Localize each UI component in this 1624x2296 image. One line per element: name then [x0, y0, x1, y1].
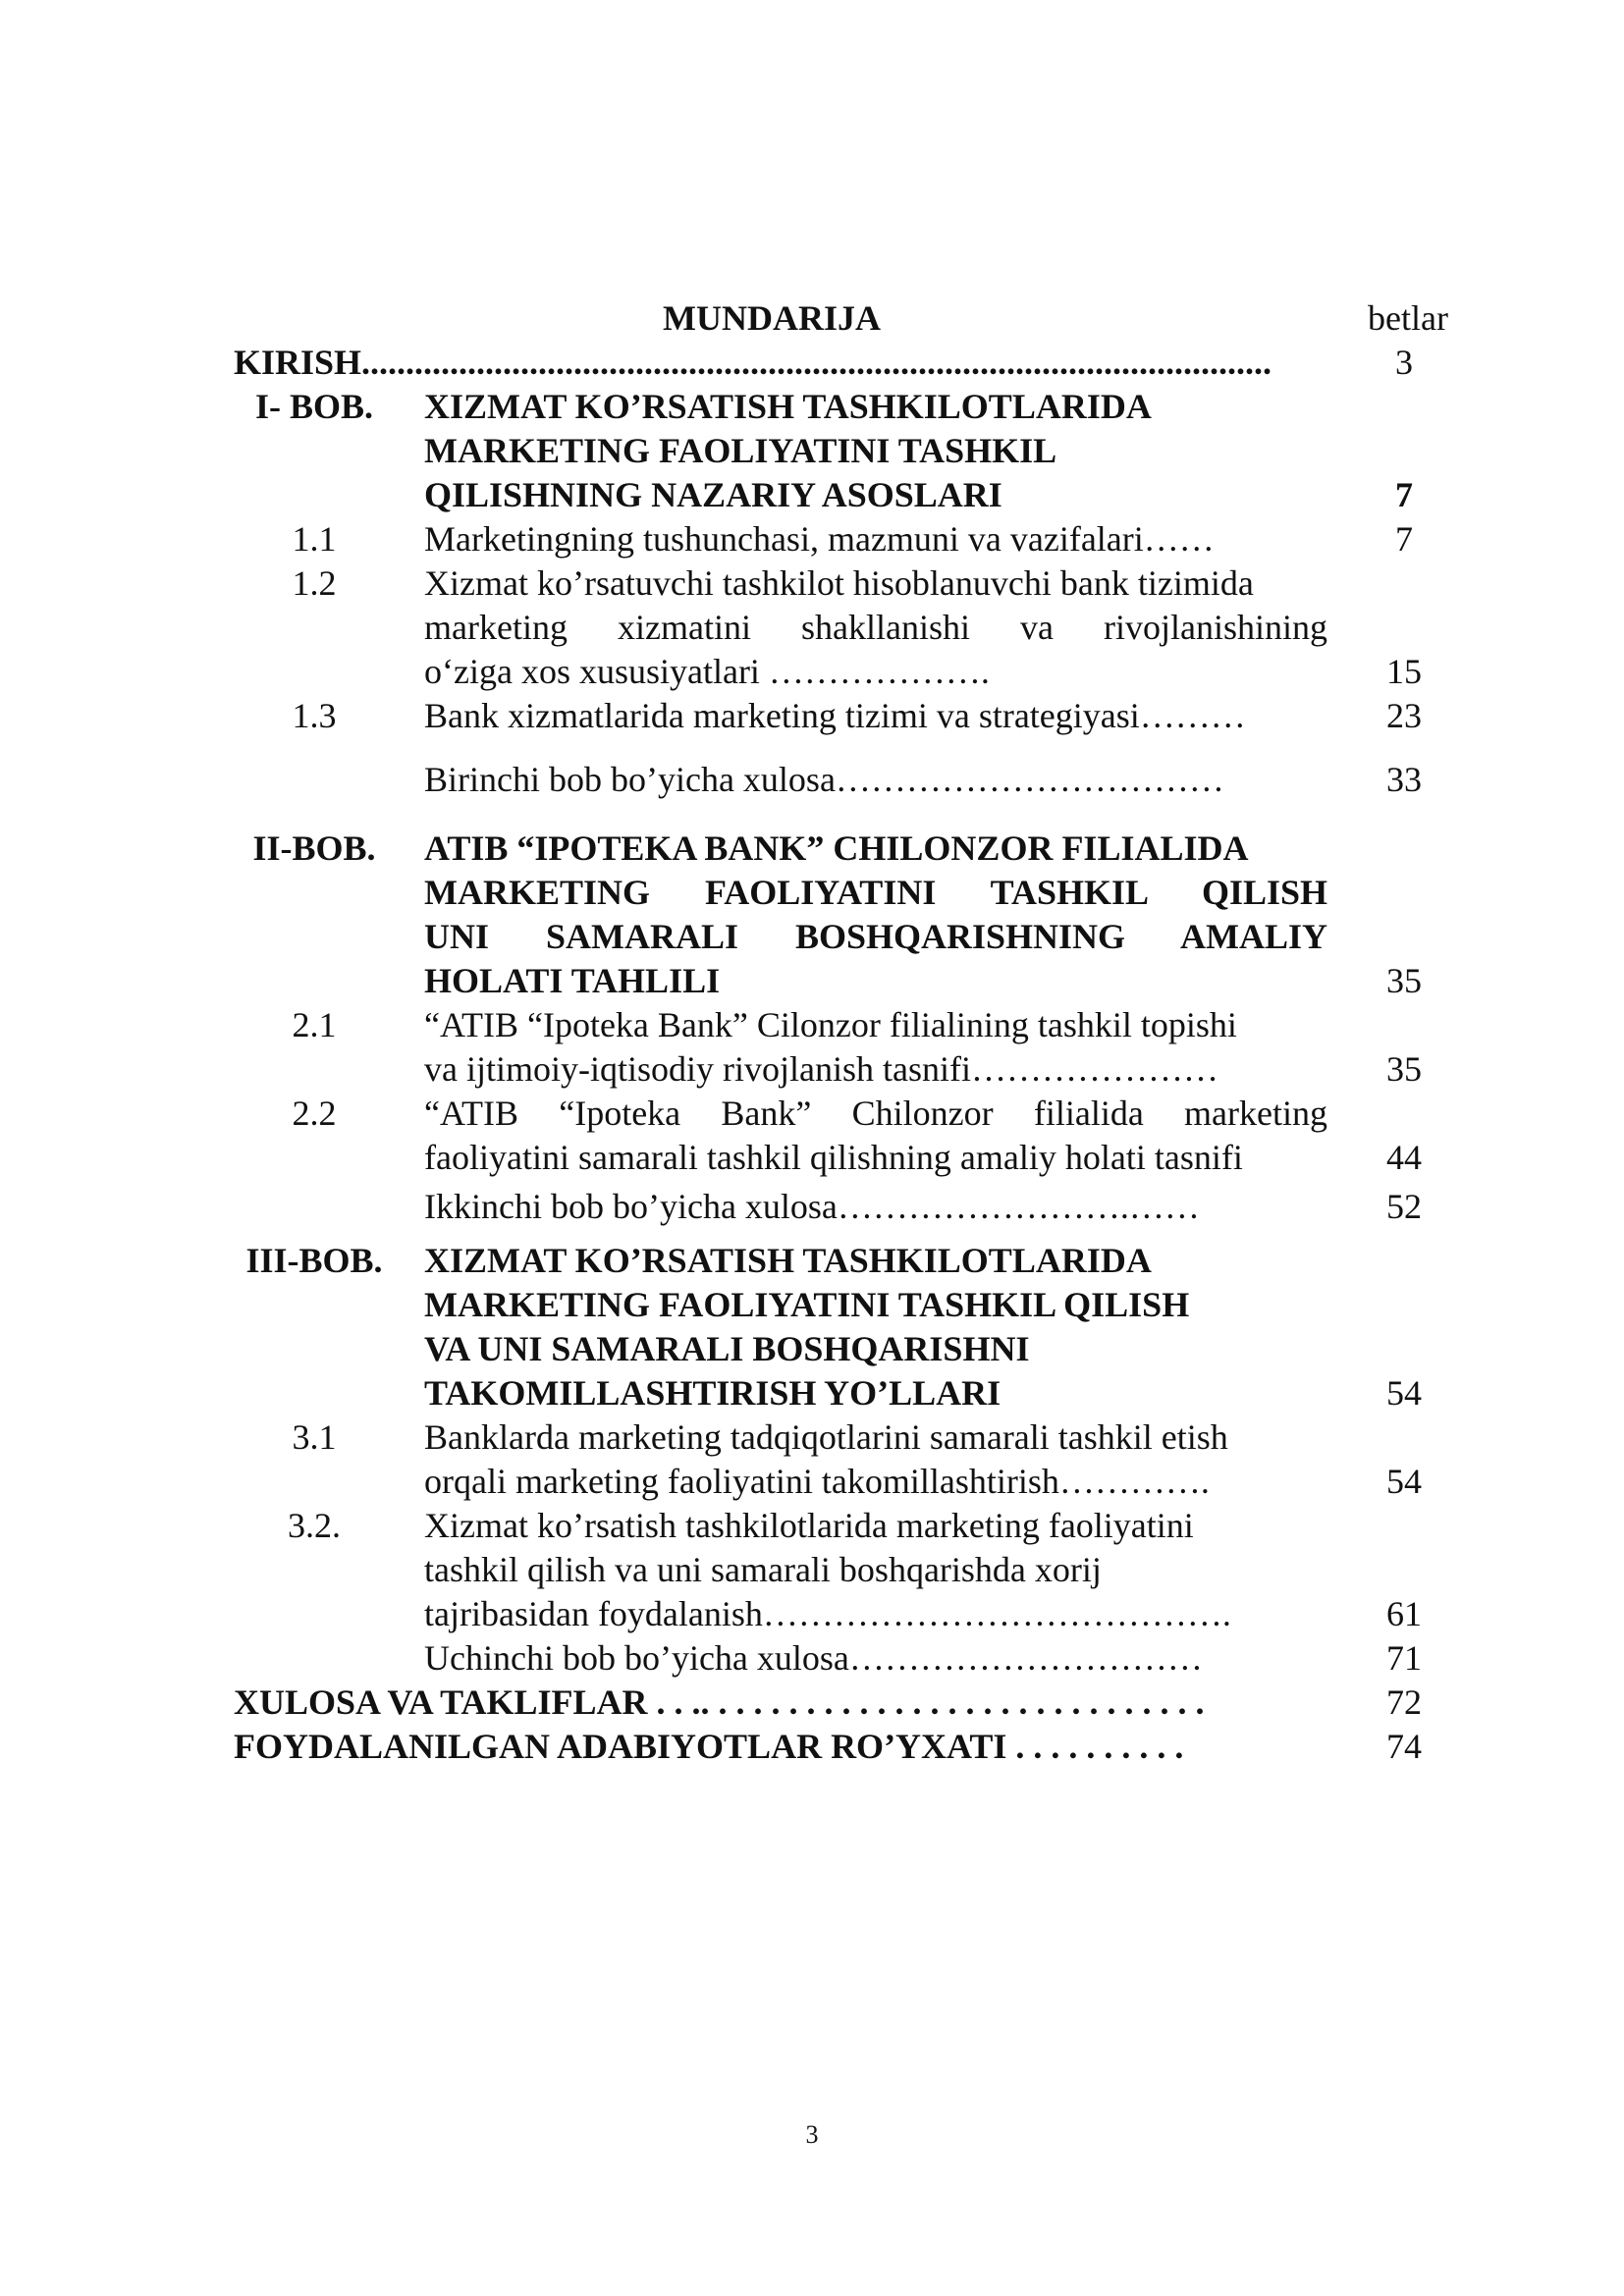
section-page: 35	[1386, 1049, 1422, 1089]
section-line: marketing xizmatini shakllanishi va rivojlanishining	[424, 608, 1327, 647]
footer-page-number: 3	[805, 2120, 819, 2149]
chapter-1-number: I- BOB.	[254, 387, 374, 426]
conclusion-page: 72	[1386, 1682, 1422, 1722]
chapter-1-title-line: XIZMAT KO’RSATISH TASHKILOTLARIDA	[424, 387, 1152, 426]
section-number: 1.3	[292, 696, 337, 735]
conclusion-entry: XULOSA VA TAKLIFLAR . . .. . . . . . . . . . . . . . . . . . . . . . . . . . . . .	[234, 1682, 1205, 1722]
chapter-2-number: II-BOB.	[252, 828, 376, 868]
section-line: faoliyatini samarali tashkil qilishning amaliy holati tasnifi	[424, 1138, 1243, 1177]
section-page: 7	[1395, 519, 1413, 559]
section-line: orqali marketing faoliyatini takomillashtirish………….	[424, 1462, 1210, 1501]
chapter-2-title-line: MARKETING FAOLIYATINI TASHKIL QILISH	[424, 873, 1327, 912]
chapter-3-number: III-BOB.	[245, 1241, 383, 1280]
chapter-3-page: 54	[1386, 1373, 1422, 1413]
section-line: Xizmat ko’rsatish tashkilotlarida marketing faoliyatini	[424, 1506, 1194, 1545]
chapter-3-title-line: TAKOMILLASHTIRISH YO’LLARI	[424, 1373, 1001, 1413]
section-number: 1.1	[292, 519, 337, 559]
chapter-2-title-line: UNI SAMARALI BOSHQARISHNING AMALIY	[424, 917, 1327, 956]
section-number: 1.2	[292, 563, 337, 603]
pages-header: betlar	[1368, 298, 1448, 338]
chapter-1-page: 7	[1395, 475, 1413, 514]
section-line: Bank xizmatlarida marketing tizimi va strategiyasi………	[424, 696, 1246, 735]
section-number: 3.2.	[288, 1506, 341, 1545]
chapter-1-title-line: MARKETING FAOLIYATINI TASHKIL	[424, 431, 1057, 470]
section-line: Marketingning tushunchasi, mazmuni va vazifalari……	[424, 519, 1215, 559]
section-line: o‘ziga xos xususiyatlari ……………….	[424, 652, 990, 691]
chapter-summary: Uchinchi bob bo’yicha xulosa…………………………	[424, 1638, 1203, 1678]
chapter-2-page: 35	[1386, 961, 1422, 1000]
toc-title: MUNDARIJA	[663, 298, 881, 338]
chapter-summary: Ikkinchi bob bo’yicha xulosa…………………….……	[424, 1187, 1200, 1226]
intro-page: 3	[1395, 343, 1413, 382]
chapter-3-title-line: XIZMAT KO’RSATISH TASHKILOTLARIDA	[424, 1241, 1152, 1280]
chapter-2-title-line: ATIB “IPOTEKA BANK” CHILONZOR FILIALIDA	[424, 828, 1249, 868]
section-line: va ijtimoiy-iqtisodiy rivojlanish tasnifi…………………	[424, 1049, 1218, 1089]
section-page: 54	[1386, 1462, 1422, 1501]
section-page: 23	[1386, 696, 1422, 735]
chapter-summary: Birinchi bob bo’yicha xulosa……………………………	[424, 760, 1224, 799]
section-line: Xizmat ko’rsatuvchi tashkilot hisoblanuvchi bank tizimida	[424, 563, 1254, 603]
chapter-3-title-line: MARKETING FAOLIYATINI TASHKIL QILISH	[424, 1285, 1190, 1324]
section-number: 3.1	[292, 1417, 337, 1457]
chapter-1-title-line: QILISHNING NAZARIY ASOSLARI	[424, 475, 1002, 514]
chapter-summary-page: 33	[1386, 760, 1422, 799]
chapter-3-title-line: VA UNI SAMARALI BOSHQARISHNI	[424, 1329, 1030, 1368]
section-line: “ATIB “Ipoteka Bank” Cilonzor filialining tashkil topishi	[424, 1005, 1237, 1044]
references-page: 74	[1386, 1727, 1422, 1766]
section-number: 2.2	[292, 1094, 337, 1133]
section-page: 15	[1386, 652, 1422, 691]
references-entry: FOYDALANILGAN ADABIYOTLAR RO’YXATI . . . . . . . . . .	[234, 1727, 1184, 1766]
section-line: tashkil qilish va uni samarali boshqarishda xorij	[424, 1550, 1102, 1589]
chapter-summary-page: 71	[1386, 1638, 1422, 1678]
section-number: 2.1	[292, 1005, 337, 1044]
section-page: 61	[1386, 1594, 1422, 1633]
intro-entry: KIRISH.......................................................................................................	[234, 343, 1272, 382]
section-line: “ATIB “Ipoteka Bank” Chilonzor filialida marketing	[424, 1094, 1327, 1133]
chapter-2-title-line: HOLATI TAHLILI	[424, 961, 721, 1000]
section-line: tajribasidan foydalanish………………………………….	[424, 1594, 1231, 1633]
chapter-summary-page: 52	[1386, 1187, 1422, 1226]
section-line: Banklarda marketing tadqiqotlarini samarali tashkil etish	[424, 1417, 1228, 1457]
section-page: 44	[1386, 1138, 1422, 1177]
